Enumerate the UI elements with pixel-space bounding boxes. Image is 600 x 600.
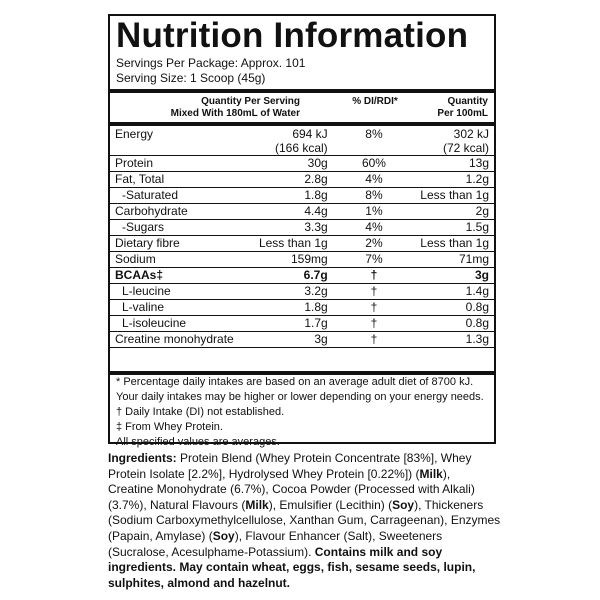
- nutrient-name: L-valine: [110, 300, 253, 316]
- di-value: 7%: [333, 252, 416, 268]
- nutrient-name: Dietary fibre: [110, 236, 253, 252]
- di-value: 4%: [333, 172, 416, 188]
- nutrient-name: Fat, Total: [110, 172, 253, 188]
- per-serving-value: 2.8g: [253, 172, 333, 188]
- per-100ml-value: Less than 1g: [415, 188, 494, 204]
- nutrient-name: L-leucine: [110, 284, 253, 300]
- per-100ml-value: 13g: [415, 156, 494, 172]
- table-row: [110, 332, 494, 348]
- di-value: 4%: [333, 220, 416, 236]
- table-row: [110, 300, 494, 316]
- per-serving-value: 3.3g: [253, 220, 333, 236]
- footnote: † Daily Intake (DI) not established.: [116, 406, 285, 418]
- table-row: [110, 156, 494, 172]
- per-100ml-value: 302 kJ (72 kcal): [415, 127, 494, 156]
- table-row: [110, 220, 494, 236]
- per-serving-value: 30g: [253, 156, 333, 172]
- per-100ml-value: 0.8g: [415, 300, 494, 316]
- nutrient-name: Sodium: [110, 252, 253, 268]
- per-serving-value: 4.4g: [253, 204, 333, 220]
- per-serving-value: 694 kJ (166 kcal): [253, 127, 333, 156]
- per-serving-value: 1.8g: [253, 188, 333, 204]
- nutrient-name: Creatine monohydrate: [110, 332, 253, 348]
- per-serving-value: 3.2g: [253, 284, 333, 300]
- servings-per-package: Servings Per Package: Approx. 101: [116, 56, 306, 70]
- table-row: [110, 172, 494, 188]
- table-row: [110, 268, 494, 284]
- per-100ml-value: 1.2g: [415, 172, 494, 188]
- table-row: [110, 252, 494, 268]
- footnote: ‡ From Whey Protein.: [116, 421, 223, 433]
- ingredients-heading: Ingredients:: [108, 451, 177, 465]
- nutrient-name: Protein: [110, 156, 253, 172]
- table-row: [110, 204, 494, 220]
- nutrient-name: L-isoleucine: [110, 316, 253, 332]
- per-serving-value: 1.8g: [253, 300, 333, 316]
- footnote: Your daily intakes may be higher or lower depending on your energy needs.: [116, 391, 484, 403]
- di-value: 2%: [333, 236, 416, 252]
- panel-title: Nutrition Information: [116, 16, 469, 55]
- header-divider: [110, 89, 494, 93]
- di-value: †: [333, 316, 416, 332]
- table-row: [110, 127, 494, 156]
- nutrition-panel: [108, 14, 496, 448]
- per-100ml-header: Quantity Per 100mL: [437, 96, 488, 119]
- per-serving-value: 159mg: [253, 252, 333, 268]
- di-value: †: [333, 300, 416, 316]
- per-100ml-value: 0.8g: [415, 316, 494, 332]
- nutrient-name: BCAAs‡: [110, 268, 253, 284]
- per-serving-header: Quantity Per Serving Mixed With 180mL of Water: [170, 96, 300, 119]
- di-value: †: [333, 268, 416, 284]
- columns-divider: [110, 122, 494, 126]
- per-100ml-value: 1.5g: [415, 220, 494, 236]
- di-value: 8%: [333, 188, 416, 204]
- di-value: 8%: [333, 127, 416, 156]
- per-100ml-value: 1.4g: [415, 284, 494, 300]
- per-100ml-value: 1.3g: [415, 332, 494, 348]
- nutrient-name: Carbohydrate: [110, 204, 253, 220]
- di-value: †: [333, 284, 416, 300]
- table-row: [110, 316, 494, 332]
- nutrition-table: [110, 127, 494, 348]
- per-serving-value: 1.7g: [253, 316, 333, 332]
- table-row: [110, 284, 494, 300]
- per-100ml-value: 2g: [415, 204, 494, 220]
- per-100ml-value: Less than 1g: [415, 236, 494, 252]
- footnote: * Percentage daily intakes are based on an average adult diet of 8700 kJ.: [116, 376, 474, 388]
- di-header: % DI/RDI*: [352, 96, 398, 107]
- ingredients-list: Ingredients: Protein Blend (Whey Protein Concentrate [83%], Whey Protein Isolate [2.2%], Hydrolysed Whey Protein [0.22%]) (Milk), Creatine Monohydrate (6.7%), Cocoa Powder (Processed with Alkali) (3.7%), Natural Flavours (Milk), Emulsifier (Lecithin) (Soy), Thickeners (Sodium Carboxymethylcellulose, Xanthan Gum, Carrageenan), Enzymes (Papain, Amylase) (Soy), Flavour Enhancer (Salt), Sweeteners (Sucralose, Acesulphame-Potassium). Contains milk and soy ingredients. May contain wheat, eggs, fish, sesame seeds, lupin, sulphites, almond and hazelnut.: [108, 451, 501, 590]
- di-value: †: [333, 332, 416, 348]
- per-serving-value: 6.7g: [253, 268, 333, 284]
- per-serving-value: Less than 1g: [253, 236, 333, 252]
- di-value: 60%: [333, 156, 416, 172]
- per-100ml-value: 3g: [415, 268, 494, 284]
- nutrient-name: Energy: [110, 127, 253, 156]
- serving-size: Serving Size: 1 Scoop (45g): [116, 71, 266, 85]
- nutrient-name: -Sugars: [110, 220, 253, 236]
- table-row: [110, 236, 494, 252]
- footnotes: [116, 375, 494, 450]
- di-value: 1%: [333, 204, 416, 220]
- table-row: [110, 188, 494, 204]
- nutrient-name: -Saturated: [110, 188, 253, 204]
- footnote: All specified values are averages.: [116, 436, 280, 448]
- per-serving-value: 3g: [253, 332, 333, 348]
- per-100ml-value: 71mg: [415, 252, 494, 268]
